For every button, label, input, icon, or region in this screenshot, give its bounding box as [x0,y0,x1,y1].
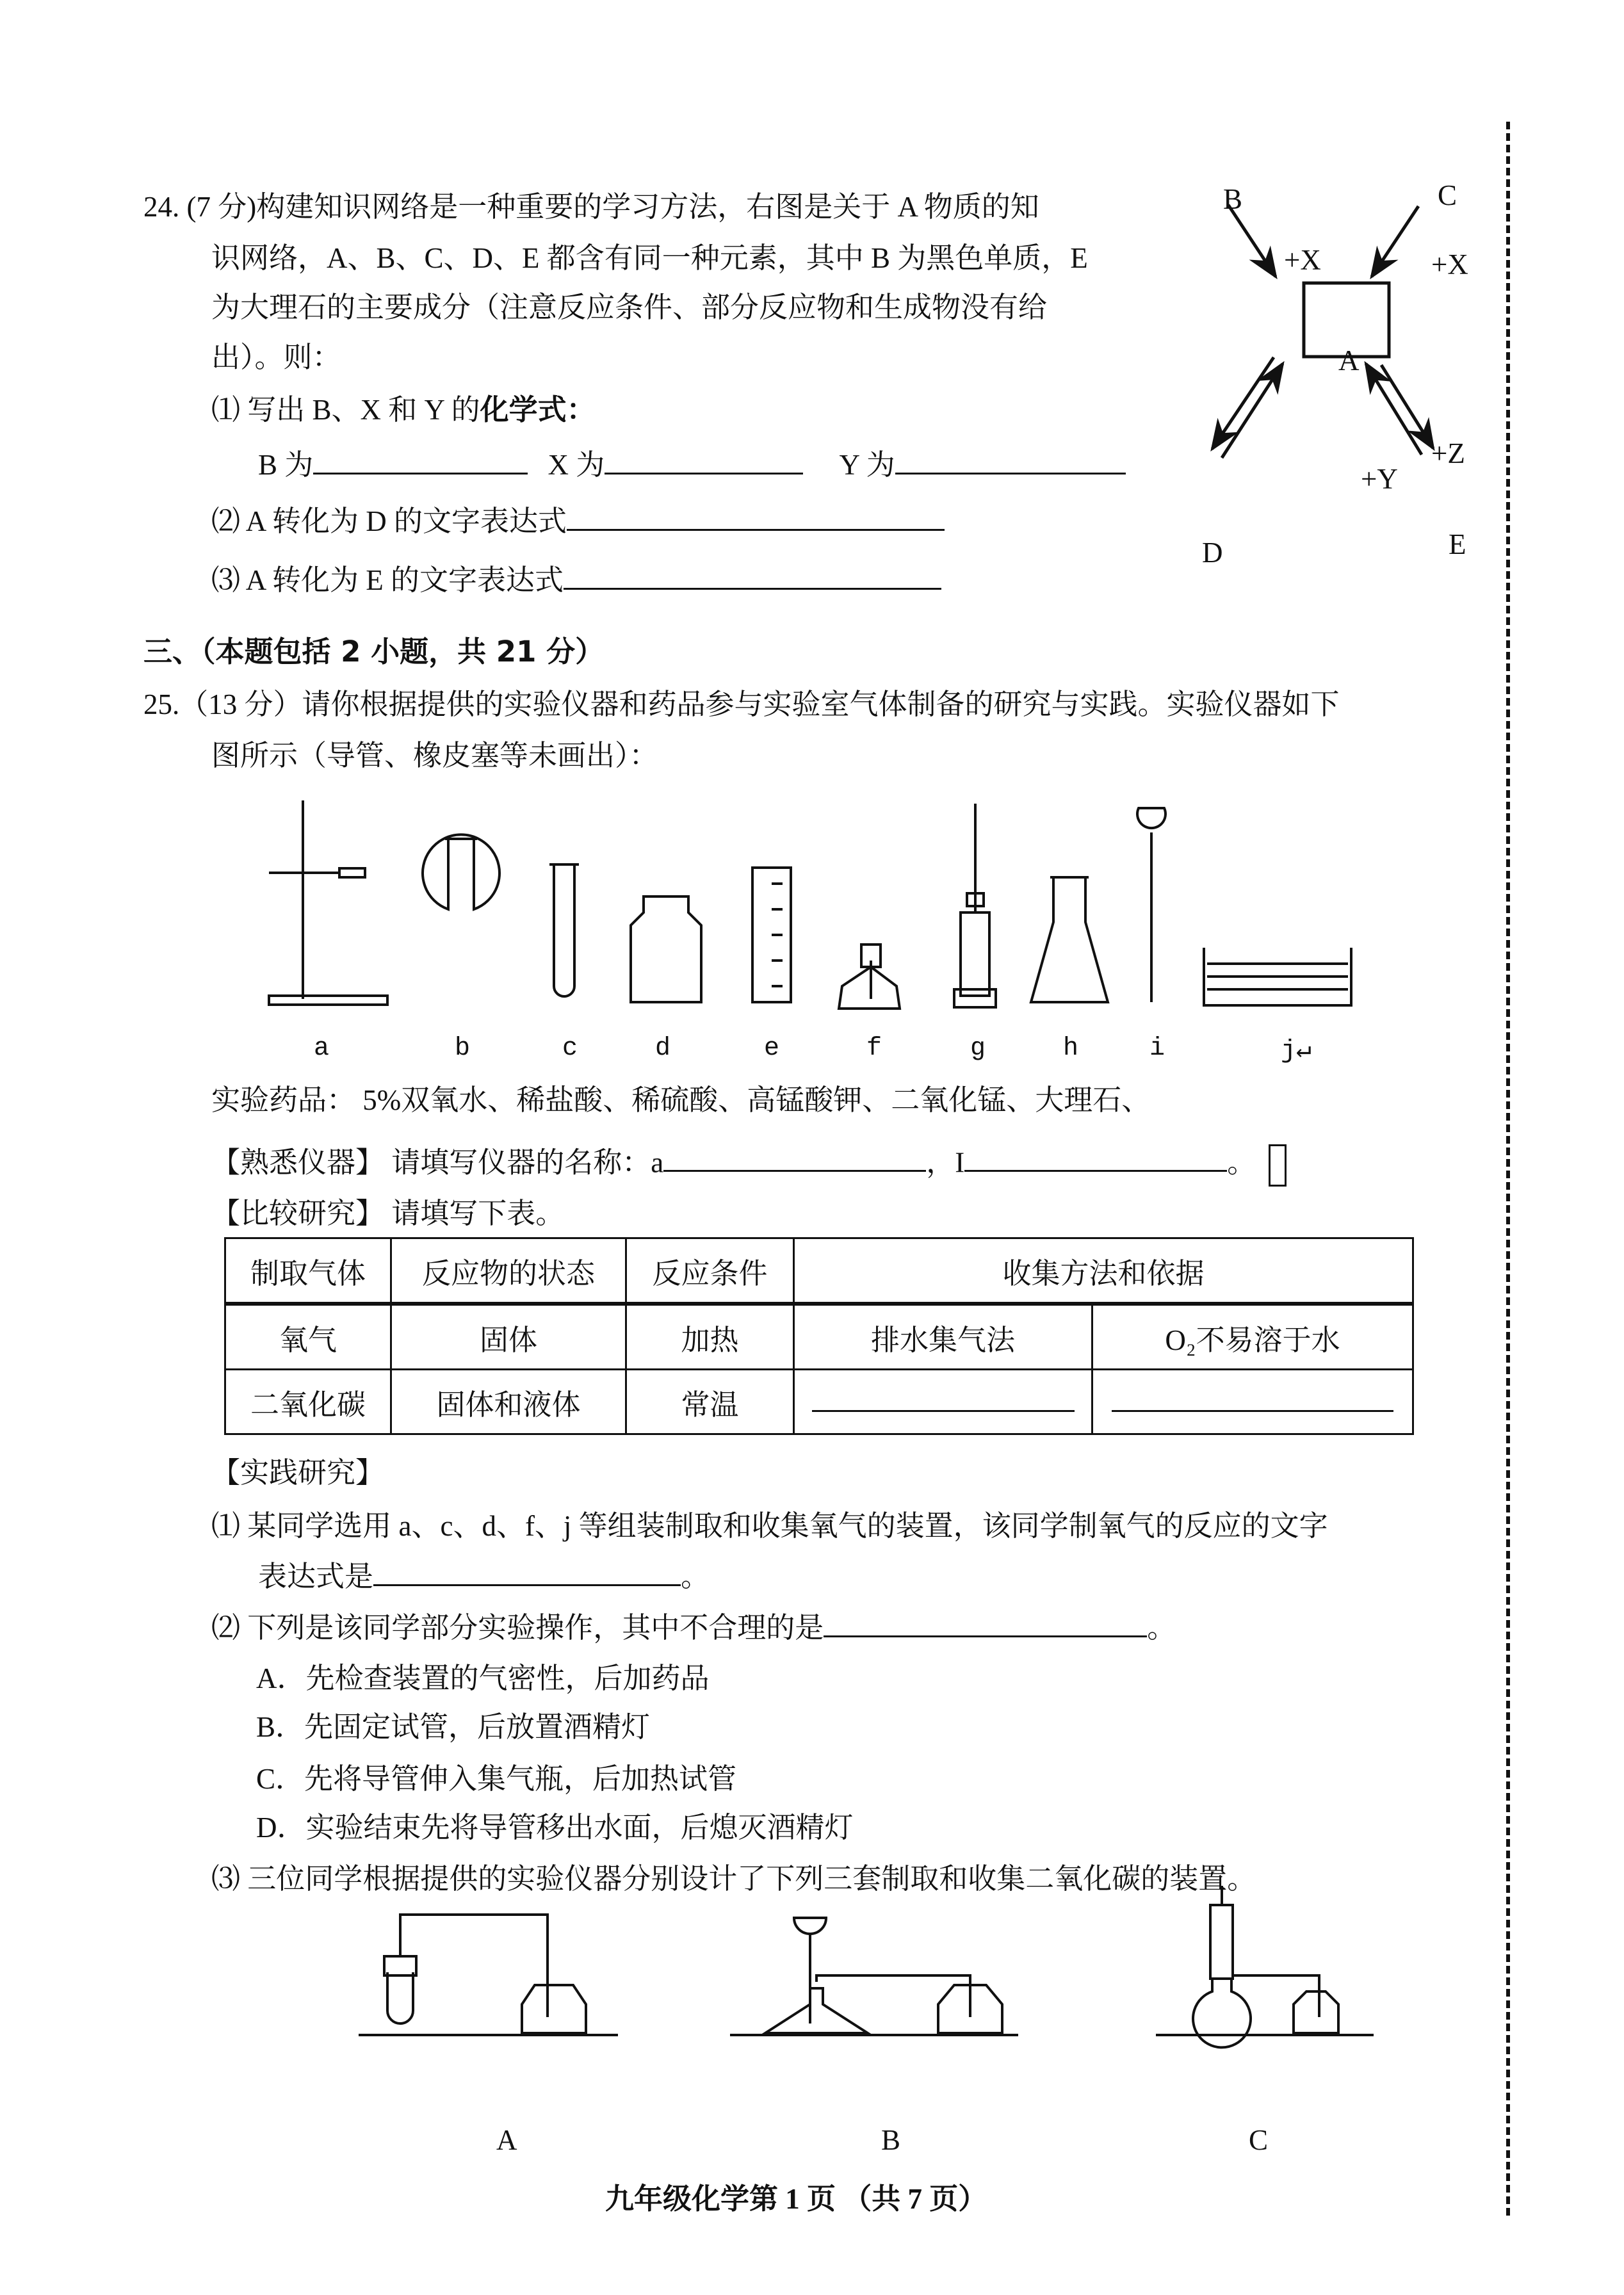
apparatus-label-c: c [562,1034,578,1063]
label-plus-x-right: +X [1431,248,1468,280]
gas-jar-d [631,896,701,1002]
unreasonable-op-blank[interactable] [824,1610,1147,1637]
label-plus-y: +Y [1361,463,1398,495]
p1-end: 。 [681,1561,710,1593]
table-cell: 常温 [626,1370,794,1434]
setup-label-c: C [1249,2124,1269,2156]
setup-c [1193,1886,1338,2047]
alcohol-lamp-f [839,945,900,1009]
table-row [225,1370,1413,1434]
familiar-instruments [211,1144,1287,1187]
q24-sub1-bold: 化学式： [480,394,596,426]
reagents-list: 实验药品： 5%双氧水、稀盐酸、稀硫酸、高锰酸钾、二氧化锰、大理石、 [211,1084,1151,1116]
node-b: B [1223,183,1243,215]
apparatus-label-b: b [455,1034,471,1063]
co2-reason-blank[interactable] [1112,1384,1393,1412]
apparatus-label-h: h [1063,1034,1079,1063]
graduated-cylinder-e [752,868,791,1002]
setup-b [765,1918,1002,2033]
table-cell: 排水集气法 [794,1304,1092,1370]
y-label: Y 为 [839,449,895,481]
water-trough-j [1204,948,1351,1005]
q24-line1: 24. (7 分)构建知识网络是一种重要的学习方法，右图是关于 A 物质的知 [143,191,1039,223]
setup-a [384,1915,586,2033]
apparatus-label-a: a [314,1034,330,1063]
node-e: E [1449,528,1466,560]
co2-collection-reason-cell[interactable] [1092,1370,1413,1434]
box-a [1304,283,1389,357]
arrow-b-to-a [1228,205,1276,277]
label-plus-z: +Z [1431,437,1465,469]
apparatus-drawings [269,800,1351,1009]
table-cell: O₂不易溶于水 [1092,1304,1413,1370]
q24-line4: 出）。则： [211,341,341,373]
round-flask-b [423,834,499,909]
apparatus-label-j: j↵ [1281,1037,1312,1066]
thistle-funnel-i [1137,808,1165,1002]
q24-sub2-text: ⑵ A 转化为 D 的文字表达式 [211,505,567,537]
compare-heading: 【比较研究】 请填写下表。 [211,1197,565,1229]
setup-drawings [359,1886,1374,2047]
q24-line3: 为大理石的主要成分（注意反应条件、部分反应物和生成物没有给 [211,291,1048,323]
test-tube-c [549,864,579,996]
arrow-d-to-a [1222,364,1283,458]
practice-heading: 【实践研究】 [211,1457,385,1489]
label-plus-x-left: +X [1284,244,1321,276]
table-cell: 氧气 [225,1304,391,1370]
iron-stand-a [269,800,387,1005]
familiar-end: 。 [1227,1146,1256,1179]
q25-line1: 25.（13 分）请你根据提供的实验仪器和药品参与实验室气体制备的研究与实践。实验仪器如下 [143,688,1340,720]
table-row [225,1304,1413,1370]
familiar-sep: ，I [926,1146,965,1179]
option-d: D．实验结束先将导管移出水面，后熄灭酒精灯 [256,1812,854,1844]
x-label: X 为 [548,449,605,481]
familiar-text: 【熟悉仪器】 请填写仪器的名称：a [211,1146,664,1179]
setup-label-b: B [881,2124,901,2156]
header-cell: 制取气体 [225,1238,391,1304]
header-cell: 收集方法和依据 [794,1238,1413,1304]
table-cell: 固体和液体 [391,1370,626,1434]
co2-collection-method-cell[interactable] [794,1370,1092,1434]
arrow-e-to-a [1366,364,1422,455]
apparatus-label-f: f [866,1034,882,1063]
practice-1-line2 [258,1559,710,1594]
arrow-a-to-d [1212,357,1274,449]
oxygen-expression-blank[interactable] [373,1559,681,1586]
p2-text: ⑵ 下列是该同学部分实验操作，其中不合理的是 [211,1612,824,1644]
arrow-a-to-e [1381,365,1433,448]
apparatus-label-i: i [1149,1034,1165,1063]
q24-line2: 识网络，A、B、C、D、E 都含有同一种元素，其中 B 为黑色单质，E [211,242,1088,274]
setup-label-a: A [496,2124,517,2156]
node-a: A [1338,345,1360,377]
q24-sub3-text: ⑶ A 转化为 E 的文字表达式 [211,564,564,596]
long-neck-funnel-g [954,804,996,1007]
page-footer: 九年级化学第 1 页 （共 7 页） [605,2183,987,2215]
comparison-table [224,1237,1414,1435]
practice-1-line1: ⑴ 某同学选用 a、c、d、f、j 等组装制取和收集氧气的装置，该同学制氧气的反应的文字 [211,1510,1328,1542]
q25-line2: 图所示（导管、橡皮塞等未画出）： [211,740,658,772]
table-header-row [225,1238,1413,1304]
node-d: D [1202,537,1223,569]
table-cell: 固体 [391,1304,626,1370]
apparatus-label-d: d [655,1034,671,1063]
header-cell: 反应物的状态 [391,1238,626,1304]
q24-sub1-text: ⑴ 写出 B、X 和 Y 的 [211,394,480,426]
option-c: C．先将导管伸入集气瓶，后加热试管 [256,1763,737,1795]
section-3-heading: 三、（本题包括 2 小题，共 21 分） [143,635,605,669]
p1-text: 表达式是 [258,1561,374,1593]
b-label: B 为 [258,449,314,481]
option-a: A．先检查装置的气密性，后加药品 [256,1662,710,1694]
small-box [1269,1144,1287,1187]
apparatus-a-name-blank[interactable] [663,1144,926,1172]
practice-2 [211,1610,1176,1646]
knowledge-network-diagram [1212,205,1433,458]
p2-end: 。 [1147,1612,1176,1644]
co2-method-blank[interactable] [812,1384,1075,1412]
conical-flask-h [1031,877,1108,1002]
table-cell: 二氧化碳 [225,1370,391,1434]
table-cell: 加热 [626,1304,794,1370]
apparatus-label-e: e [764,1034,780,1063]
node-c: C [1438,179,1458,211]
apparatus-i-name-blank[interactable] [964,1144,1227,1172]
apparatus-label-g: g [970,1034,986,1063]
option-b: B．先固定试管，后放置酒精灯 [256,1711,651,1743]
arrow-c-to-a [1372,206,1418,277]
header-cell: 反应条件 [626,1238,794,1304]
practice-3: ⑶ 三位同学根据提供的实验仪器分别设计了下列三套制取和收集二氧化碳的装置。 [211,1863,1256,1895]
